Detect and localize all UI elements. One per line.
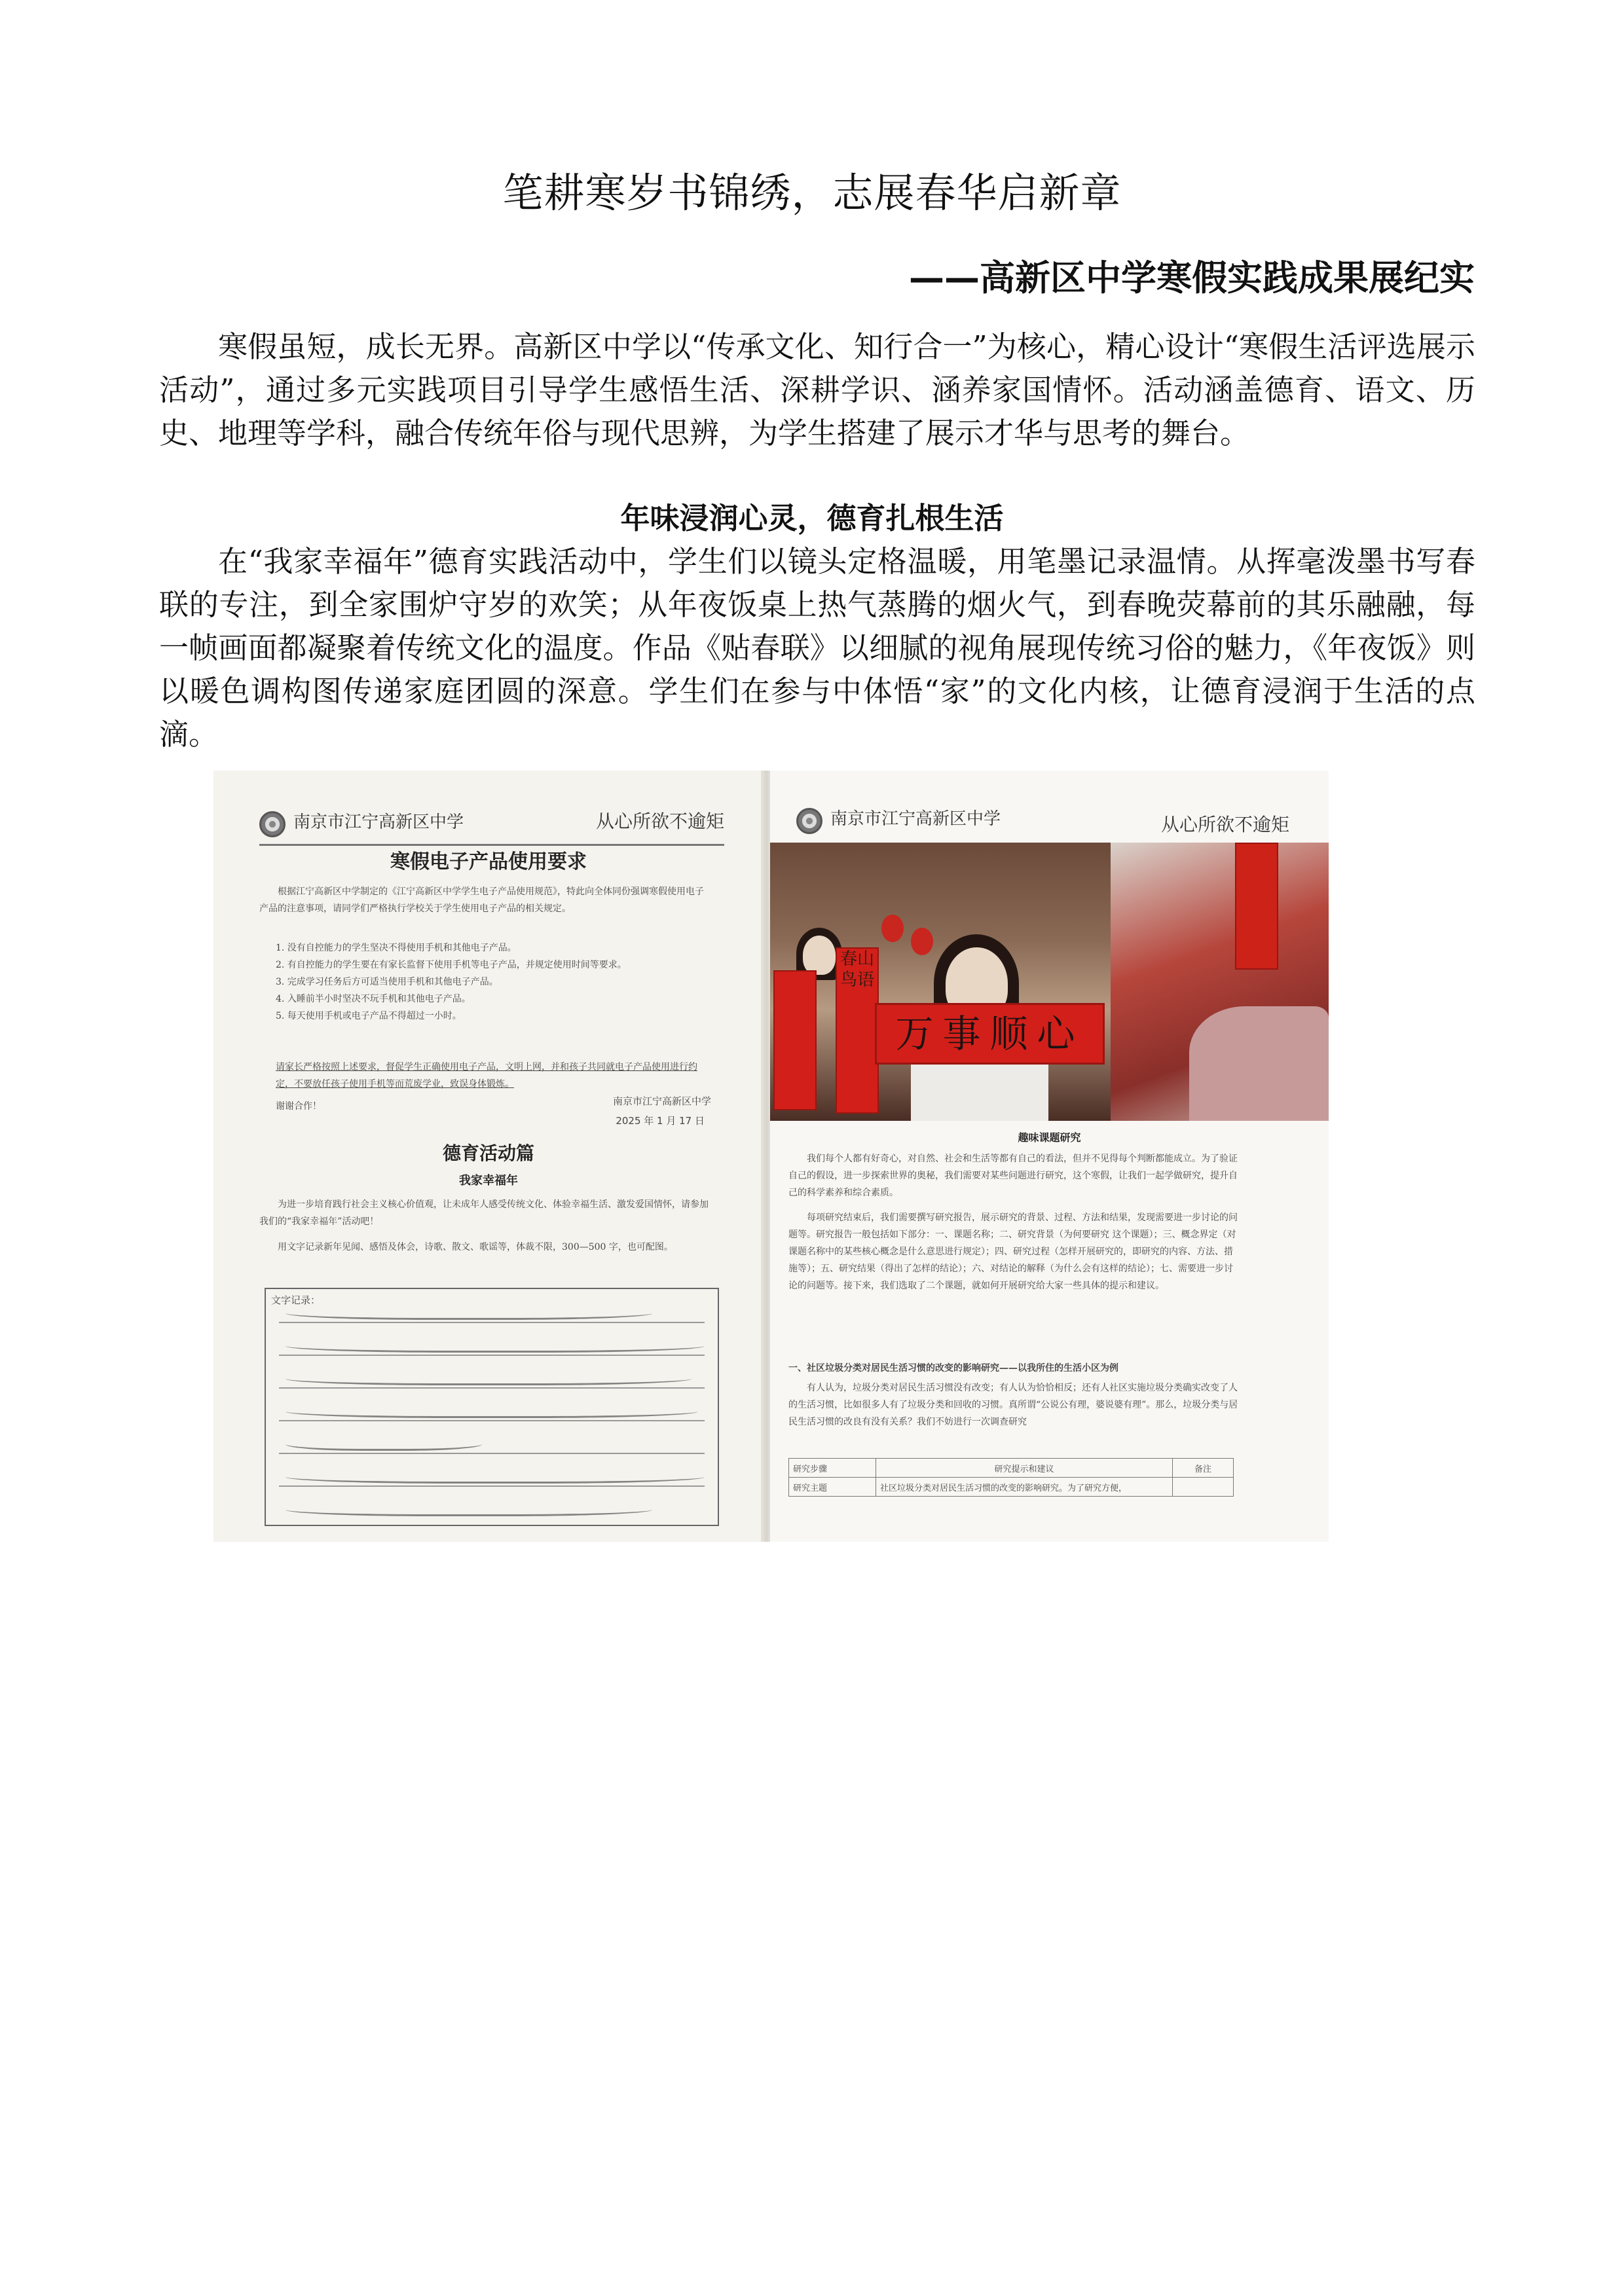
couplet-scroll bbox=[1235, 843, 1278, 970]
ruled-line bbox=[279, 1322, 705, 1323]
handwriting bbox=[286, 1467, 705, 1484]
section-title: 德育活动篇 bbox=[442, 1142, 534, 1164]
school-motto: 从心所欲不逾矩 bbox=[1160, 814, 1289, 835]
research-p1: 我们每个人都有好奇心，对自然、社会和生活等都有自己的看法，但并不见得每个判断都能成立。为了验证自己的假设，进一步探索世界的奥秘，我们需要对某些问题进行研究，这个寒假，让我们一起学做研究，提升自己的科学素养和综合素质。 bbox=[788, 1154, 1238, 1198]
research-p3: 有人认为，垃圾分类对居民生活习惯没有改变；有人认为恰恰相反；还有人社区实施垃圾分类确实改变了人的生活习惯，比如很多人有了垃圾分类和回收的习惯。真所谓“公说公有理，婆说婆有理”。那么，垃圾分类与居民生活习惯的改良有没有关系？我们不妨进行一次调查研究 bbox=[788, 1383, 1238, 1427]
school-name: 南京市江宁高新区中学 bbox=[830, 809, 1001, 829]
rule-item: 1. 没有自控能力的学生坚决不得使用手机和其他电子产品。 bbox=[276, 943, 517, 953]
couplet-text: 春山鸟语 bbox=[840, 949, 874, 990]
table-header: 备注 bbox=[1173, 1459, 1234, 1478]
ruled-line bbox=[279, 1387, 705, 1389]
couplet-scroll-right bbox=[836, 947, 879, 1114]
rule-item: 4. 入睡前半小时坚决不玩手机和其他电子产品。 bbox=[276, 994, 471, 1004]
rules-list bbox=[276, 939, 711, 1025]
table-cell: 研究主题 bbox=[789, 1478, 876, 1497]
handwriting bbox=[286, 1303, 652, 1320]
couplet-photo bbox=[1111, 843, 1329, 1121]
booklet-intro: 根据江宁高新区中学制定的《江宁高新区中学学生电子产品使用规范》，特此向全体同份强调寒假使用电子产品的注意事项，请同学们严格执行学校关于学生使用电子产品的相关规定。 bbox=[259, 886, 704, 914]
handwriting bbox=[286, 1500, 652, 1516]
ruled-line bbox=[279, 1453, 705, 1454]
rule-item: 5. 每天使用手机或电子产品不得超过一小时。 bbox=[276, 1011, 462, 1021]
intro-paragraph: 寒假虽短，成长无界。高新区中学以“传承文化、知行合一”为核心，精心设计“寒假生活评选展示活动”，通过多元实践项目引导学生感悟生活、深耕学识、涵养家国情怀。活动涵盖德育、语文、历史、地理等学科，融合传统年俗与现代思辨，为学生搭建了展示才华与思考的舞台。 bbox=[159, 329, 1475, 450]
research-caption: 趣味课题研究 bbox=[1018, 1131, 1081, 1144]
ruled-line bbox=[279, 1420, 705, 1421]
page-title: 笔耕寒岁书锦绣，志展春华启新章 bbox=[502, 169, 1122, 217]
table-header-row bbox=[789, 1459, 1234, 1478]
lantern-icon bbox=[881, 915, 904, 942]
thanks-text: 谢谢合作！ bbox=[276, 1101, 322, 1112]
table-header: 研究提示和建议 bbox=[876, 1459, 1173, 1478]
table-cell: 社区垃圾分类对居民生活习惯的改变的影响研究。为了研究方便， bbox=[876, 1478, 1173, 1497]
school-logo-icon bbox=[796, 808, 822, 834]
writing-label: 文字记录： bbox=[271, 1294, 321, 1306]
rule-item: 3. 完成学习任务后方可适当使用手机和其他电子产品。 bbox=[276, 977, 498, 987]
section-heading: 年味浸润心灵，德育扎根生活 bbox=[620, 501, 1004, 536]
section-paragraph: 在“我家幸福年”德育实践活动中，学生们以镜头定格温暖，用笔墨记录温情。从挥毫泼墨书写春联的专注，到全家围炉守岁的欢笑；从年夜饭桌上热气蒸腾的烟火气，到春晚荧幕前的其乐融融，每一帧画面都凝聚着传统文化的温度。作品《贴春联》以细腻的视角展现传统习俗的魅力，《年夜饭》则以暖色调构图传递家庭团圆的深意。学生们在参与中体悟“家”的文化内核，让德育浸润于生活的点滴。 bbox=[159, 544, 1475, 752]
activity-desc: 为进一步培育践行社会主义核心价值观，让未成年人感受传统文化、体验幸福生活、激发爱国情怀，请参加我们的“我家幸福年”活动吧！ bbox=[259, 1199, 709, 1227]
rule-item: 2. 有自控能力的学生要在有家长监督下使用手机等电子产品，并规定使用时间等要求。 bbox=[276, 960, 627, 970]
booklet-heading: 寒假电子产品使用要求 bbox=[390, 850, 587, 873]
girl-face bbox=[803, 936, 836, 975]
research-p2: 每项研究结束后，我们需要撰写研究报告，展示研究的背景、过程、方法和结果，发现需要进一步讨论的问题等。研究报告一般包括如下部分：一、课题名称；二、研究背景（为何要研究 这个课题）；三、概念界定（对课题名称中的某些核心概念是什么意思进行规定）；四、研究过程（怎样开展研究的，即研究的内容、方法、措施等）；五、研究结果（得出了怎样的结论）；六、对结论的解释（为什么会有这样的结论）；七、需要进一步讨论的问题等。接下来，我们选取了二个课题，就如何开展研究给大家一些具体的提示和建议。 bbox=[788, 1212, 1238, 1291]
school-name: 南京市江宁高新区中学 bbox=[293, 812, 464, 832]
handwriting bbox=[286, 1434, 482, 1451]
booklet-right-page bbox=[770, 771, 1329, 1542]
activity-title: 我家幸福年 bbox=[459, 1174, 518, 1188]
parent-note: 请家长严格按照上述要求，督促学生正确使用电子产品，文明上网，并和孩子共同就电子产品使用进行约定，不要放任孩子使用手机等而荒废学业，致误身体锻炼。 bbox=[276, 1062, 697, 1089]
handwriting-box bbox=[265, 1288, 719, 1526]
new-year-photo-collage bbox=[770, 843, 1329, 1121]
horizontal-scroll: 万事顺心 bbox=[875, 1003, 1105, 1065]
handwriting bbox=[286, 1336, 705, 1353]
couplet-scroll-left bbox=[773, 970, 817, 1110]
table-cell bbox=[1173, 1478, 1234, 1497]
booklet-left-page bbox=[213, 771, 764, 1542]
research-table bbox=[788, 1458, 1234, 1497]
sign-date: 2025 年 1 月 17 日 bbox=[616, 1115, 705, 1127]
sign-org: 南京市江宁高新区中学 bbox=[612, 1095, 711, 1107]
page-subtitle: ——高新区中学寒假实践成果展纪实 bbox=[909, 257, 1475, 299]
ruled-line bbox=[279, 1485, 705, 1487]
lantern-icon bbox=[911, 928, 933, 955]
booklet-header bbox=[796, 807, 1289, 841]
school-motto: 从心所欲不逾矩 bbox=[595, 811, 724, 832]
handwriting bbox=[286, 1402, 698, 1418]
table-row bbox=[789, 1478, 1234, 1497]
research-topic: 一、社区垃圾分类对居民生活习惯的改变的影响研究——以我所住的生活小区为例 bbox=[788, 1363, 1118, 1374]
activity-req: 用文字记录新年见闻、感悟及体会，诗歌、散文、歌谣等，体裁不限，300—500 字，也可配图。 bbox=[278, 1242, 673, 1252]
ruled-line bbox=[279, 1355, 705, 1356]
school-logo-icon bbox=[259, 811, 286, 837]
booklet-header bbox=[259, 810, 724, 846]
handwriting bbox=[286, 1369, 692, 1385]
family-photo bbox=[770, 843, 1111, 1121]
booklet-photo bbox=[213, 771, 1329, 1542]
table-header: 研究步骤 bbox=[789, 1459, 876, 1478]
arm bbox=[1189, 1006, 1329, 1121]
